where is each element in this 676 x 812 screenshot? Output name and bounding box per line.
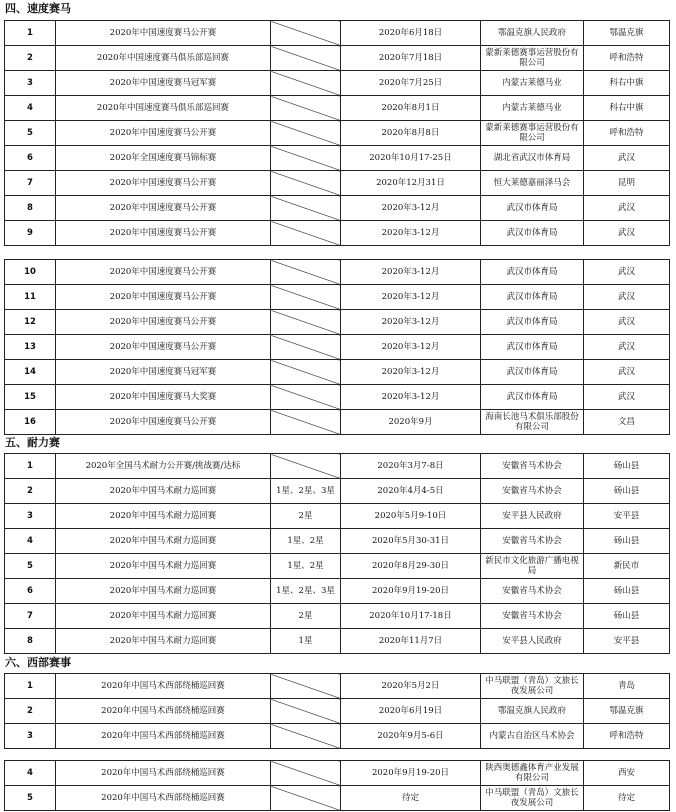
- organizer: 中马联盟（青岛）文旅长夜发展公司: [481, 786, 584, 811]
- row-number: 8: [5, 196, 56, 221]
- not-applicable-cell: [271, 196, 341, 221]
- venue: 砀山县: [584, 579, 670, 604]
- table-row: [5, 121, 670, 146]
- section-title: 四、速度赛马: [5, 2, 71, 15]
- not-applicable-cell: [271, 786, 341, 811]
- venue: 新民市: [584, 554, 670, 579]
- not-applicable-cell: [271, 46, 341, 71]
- event-name: 2020年中国马术耐力巡回赛: [56, 529, 271, 554]
- organizer: 安平县人民政府: [481, 504, 584, 529]
- row-number: 5: [5, 786, 56, 811]
- event-date: 2020年10月17-18日: [341, 604, 481, 629]
- event-date: 2020年12月31日: [341, 171, 481, 196]
- organizer: 武汉市体育局: [481, 260, 584, 285]
- venue: 砀山县: [584, 604, 670, 629]
- not-applicable-cell: [271, 285, 341, 310]
- event-date: 2020年9月19-20日: [341, 761, 481, 786]
- event-name: 2020年中国速度赛马俱乐部巡回赛: [56, 96, 271, 121]
- event-name: 2020年中国马术耐力巡回赛: [56, 629, 271, 654]
- event-name: 2020年中国速度赛马公开赛: [56, 121, 271, 146]
- not-applicable-cell: [271, 724, 341, 749]
- event-name: 2020年中国速度赛马公开赛: [56, 285, 271, 310]
- event-date: 2020年3-12月: [341, 285, 481, 310]
- table-row: [5, 761, 670, 786]
- event-date: 2020年3-12月: [341, 385, 481, 410]
- event-date: 2020年6月18日: [341, 21, 481, 46]
- row-number: 16: [5, 410, 56, 435]
- venue: 呼和浩特: [584, 724, 670, 749]
- not-applicable-cell: [271, 674, 341, 699]
- not-applicable-cell: [271, 121, 341, 146]
- section-title: 五、耐力赛: [5, 436, 60, 449]
- organizer: 中马联盟（青岛）文旅长夜发展公司: [481, 674, 584, 699]
- venue: 武汉: [584, 385, 670, 410]
- venue: 昆明: [584, 171, 670, 196]
- event-name: 2020年中国马术耐力巡回赛: [56, 504, 271, 529]
- organizer: 武汉市体育局: [481, 285, 584, 310]
- venue: 武汉: [584, 146, 670, 171]
- table-row: [5, 196, 670, 221]
- event-date: 2020年10月17-25日: [341, 146, 481, 171]
- row-number: 14: [5, 360, 56, 385]
- row-number: 4: [5, 761, 56, 786]
- table-row: [5, 46, 670, 71]
- organizer: 武汉市体育局: [481, 360, 584, 385]
- table-row: [5, 454, 670, 479]
- not-applicable-cell: [271, 385, 341, 410]
- organizer: 内蒙古自治区马术协会: [481, 724, 584, 749]
- schedule-table: [4, 673, 670, 749]
- star-level: 1星: [271, 629, 341, 654]
- event-date: 2020年4月4-5日: [341, 479, 481, 504]
- event-date: 2020年8月8日: [341, 121, 481, 146]
- event-name: 2020年中国马术西部绕桶巡回赛: [56, 699, 271, 724]
- venue: 砀山县: [584, 454, 670, 479]
- row-number: 3: [5, 504, 56, 529]
- event-name: 2020年中国速度赛马公开赛: [56, 260, 271, 285]
- organizer: 海南长池马术俱乐部股份有限公司: [481, 410, 584, 435]
- event-name: 2020年全国马术耐力公开赛/挑战赛/达标: [56, 454, 271, 479]
- event-date: 2020年9月19-20日: [341, 579, 481, 604]
- star-level: 1星、2星: [271, 554, 341, 579]
- table-row: [5, 285, 670, 310]
- event-name: 2020年中国马术耐力巡回赛: [56, 579, 271, 604]
- organizer: 蒙新莱德赛事运营股份有限公司: [481, 46, 584, 71]
- organizer: 安徽省马术协会: [481, 604, 584, 629]
- event-date: 2020年7月25日: [341, 71, 481, 96]
- not-applicable-cell: [271, 71, 341, 96]
- row-number: 5: [5, 121, 56, 146]
- star-level: 2星: [271, 504, 341, 529]
- event-date: 2020年3-12月: [341, 310, 481, 335]
- event-name: 2020年中国马术耐力巡回赛: [56, 554, 271, 579]
- event-name: 2020年中国速度赛马公开赛: [56, 21, 271, 46]
- row-number: 3: [5, 724, 56, 749]
- venue: 待定: [584, 786, 670, 811]
- venue: 青岛: [584, 674, 670, 699]
- venue: 呼和浩特: [584, 121, 670, 146]
- event-name: 2020年中国马术西部绕桶巡回赛: [56, 674, 271, 699]
- not-applicable-cell: [271, 761, 341, 786]
- event-name: 2020年中国速度赛马冠军赛: [56, 71, 271, 96]
- organizer: 鄂温克旗人民政府: [481, 699, 584, 724]
- not-applicable-cell: [271, 221, 341, 246]
- row-number: 5: [5, 554, 56, 579]
- event-date: 2020年3-12月: [341, 260, 481, 285]
- organizer: 恒大莱德嘉丽泽马会: [481, 171, 584, 196]
- not-applicable-cell: [271, 260, 341, 285]
- venue: 砀山县: [584, 479, 670, 504]
- event-date: 2020年3-12月: [341, 360, 481, 385]
- organizer: 湖北省武汉市体育局: [481, 146, 584, 171]
- section-title: 六、西部赛事: [5, 656, 71, 669]
- venue: 呼和浩特: [584, 46, 670, 71]
- row-number: 12: [5, 310, 56, 335]
- event-date: 2020年7月18日: [341, 46, 481, 71]
- event-date: 待定: [341, 786, 481, 811]
- event-name: 2020年中国速度赛马公开赛: [56, 335, 271, 360]
- not-applicable-cell: [271, 21, 341, 46]
- event-date: 2020年5月2日: [341, 674, 481, 699]
- star-level: 1星、2星: [271, 529, 341, 554]
- row-number: 1: [5, 21, 56, 46]
- organizer: 武汉市体育局: [481, 196, 584, 221]
- table-row: [5, 146, 670, 171]
- table-row: [5, 385, 670, 410]
- event-name: 2020年中国马术耐力巡回赛: [56, 479, 271, 504]
- row-number: 1: [5, 454, 56, 479]
- event-date: 2020年5月9-10日: [341, 504, 481, 529]
- not-applicable-cell: [271, 410, 341, 435]
- event-name: 2020年中国马术西部绕桶巡回赛: [56, 786, 271, 811]
- event-date: 2020年11月7日: [341, 629, 481, 654]
- table-row: [5, 71, 670, 96]
- organizer: 内蒙古莱德马业: [481, 96, 584, 121]
- event-date: 2020年3-12月: [341, 221, 481, 246]
- not-applicable-cell: [271, 146, 341, 171]
- venue: 武汉: [584, 335, 670, 360]
- event-name: 2020年中国速度赛马大奖赛: [56, 385, 271, 410]
- not-applicable-cell: [271, 360, 341, 385]
- row-number: 6: [5, 146, 56, 171]
- organizer: 安平县人民政府: [481, 629, 584, 654]
- venue: 科右中旗: [584, 71, 670, 96]
- event-name: 2020年中国速度赛马公开赛: [56, 221, 271, 246]
- table-row: [5, 260, 670, 285]
- organizer: 武汉市体育局: [481, 221, 584, 246]
- row-number: 7: [5, 171, 56, 196]
- not-applicable-cell: [271, 454, 341, 479]
- venue: 武汉: [584, 285, 670, 310]
- row-number: 2: [5, 479, 56, 504]
- event-date: 2020年8月29-30日: [341, 554, 481, 579]
- table-row: [5, 171, 670, 196]
- event-date: 2020年3月7-8日: [341, 454, 481, 479]
- row-number: 9: [5, 221, 56, 246]
- row-number: 7: [5, 604, 56, 629]
- organizer: 安徽省马术协会: [481, 579, 584, 604]
- event-date: 2020年3-12月: [341, 335, 481, 360]
- event-date: 2020年6月19日: [341, 699, 481, 724]
- schedule-table: [4, 259, 670, 435]
- venue: 武汉: [584, 221, 670, 246]
- row-number: 11: [5, 285, 56, 310]
- table-row: [5, 96, 670, 121]
- venue: 安平县: [584, 629, 670, 654]
- venue: 武汉: [584, 196, 670, 221]
- table-row: [5, 221, 670, 246]
- table-row: [5, 629, 670, 654]
- venue: 砀山县: [584, 529, 670, 554]
- event-date: 2020年5月30-31日: [341, 529, 481, 554]
- row-number: 8: [5, 629, 56, 654]
- not-applicable-cell: [271, 335, 341, 360]
- event-name: 2020年中国速度赛马冠军赛: [56, 360, 271, 385]
- table-row: [5, 554, 670, 579]
- organizer: 武汉市体育局: [481, 310, 584, 335]
- event-name: 2020年中国马术耐力巡回赛: [56, 604, 271, 629]
- venue: 武汉: [584, 360, 670, 385]
- table-row: [5, 360, 670, 385]
- venue: 武汉: [584, 260, 670, 285]
- organizer: 安徽省马术协会: [481, 479, 584, 504]
- venue: 鄂温克旗: [584, 699, 670, 724]
- organizer: 内蒙古莱德马业: [481, 71, 584, 96]
- organizer: 安徽省马术协会: [481, 529, 584, 554]
- row-number: 15: [5, 385, 56, 410]
- schedule-table: [4, 760, 670, 811]
- event-name: 2020年中国马术西部绕桶巡回赛: [56, 724, 271, 749]
- organizer: 武汉市体育局: [481, 385, 584, 410]
- table-row: [5, 786, 670, 811]
- organizer: 安徽省马术协会: [481, 454, 584, 479]
- star-level: 2星: [271, 604, 341, 629]
- event-name: 2020年中国速度赛马公开赛: [56, 410, 271, 435]
- table-row: [5, 699, 670, 724]
- event-date: 2020年9月5-6日: [341, 724, 481, 749]
- event-name: 2020年中国速度赛马公开赛: [56, 171, 271, 196]
- not-applicable-cell: [271, 171, 341, 196]
- row-number: 10: [5, 260, 56, 285]
- row-number: 4: [5, 96, 56, 121]
- row-number: 2: [5, 46, 56, 71]
- organizer: 鄂温克旗人民政府: [481, 21, 584, 46]
- row-number: 6: [5, 579, 56, 604]
- not-applicable-cell: [271, 310, 341, 335]
- event-name: 2020年中国速度赛马公开赛: [56, 196, 271, 221]
- venue: 西安: [584, 761, 670, 786]
- organizer: 陕西奥德鑫体育产业发展有限公司: [481, 761, 584, 786]
- event-date: 2020年3-12月: [341, 196, 481, 221]
- table-row: [5, 479, 670, 504]
- organizer: 蒙新莱德赛事运营股份有限公司: [481, 121, 584, 146]
- event-name: 2020年中国马术西部绕桶巡回赛: [56, 761, 271, 786]
- venue: 武汉: [584, 310, 670, 335]
- row-number: 4: [5, 529, 56, 554]
- organizer: 新民市文化旅游广播电视局: [481, 554, 584, 579]
- table-row: [5, 604, 670, 629]
- row-number: 1: [5, 674, 56, 699]
- event-name: 2020年全国速度赛马锦标赛: [56, 146, 271, 171]
- table-row: [5, 724, 670, 749]
- event-date: 2020年9月: [341, 410, 481, 435]
- schedule-table: [4, 453, 670, 654]
- row-number: 13: [5, 335, 56, 360]
- table-row: [5, 579, 670, 604]
- table-row: [5, 674, 670, 699]
- star-level: 1星、2星、3星: [271, 479, 341, 504]
- event-name: 2020年中国速度赛马俱乐部巡回赛: [56, 46, 271, 71]
- organizer: 武汉市体育局: [481, 335, 584, 360]
- table-row: [5, 21, 670, 46]
- row-number: 2: [5, 699, 56, 724]
- venue: 文昌: [584, 410, 670, 435]
- star-level: 1星、2星、3星: [271, 579, 341, 604]
- event-name: 2020年中国速度赛马公开赛: [56, 310, 271, 335]
- not-applicable-cell: [271, 699, 341, 724]
- table-row: [5, 335, 670, 360]
- table-row: [5, 504, 670, 529]
- table-row: [5, 310, 670, 335]
- venue: 科右中旗: [584, 96, 670, 121]
- table-row: [5, 529, 670, 554]
- event-date: 2020年8月1日: [341, 96, 481, 121]
- venue: 鄂温克旗: [584, 21, 670, 46]
- table-row: [5, 410, 670, 435]
- row-number: 3: [5, 71, 56, 96]
- schedule-table: [4, 20, 670, 246]
- venue: 安平县: [584, 504, 670, 529]
- not-applicable-cell: [271, 96, 341, 121]
